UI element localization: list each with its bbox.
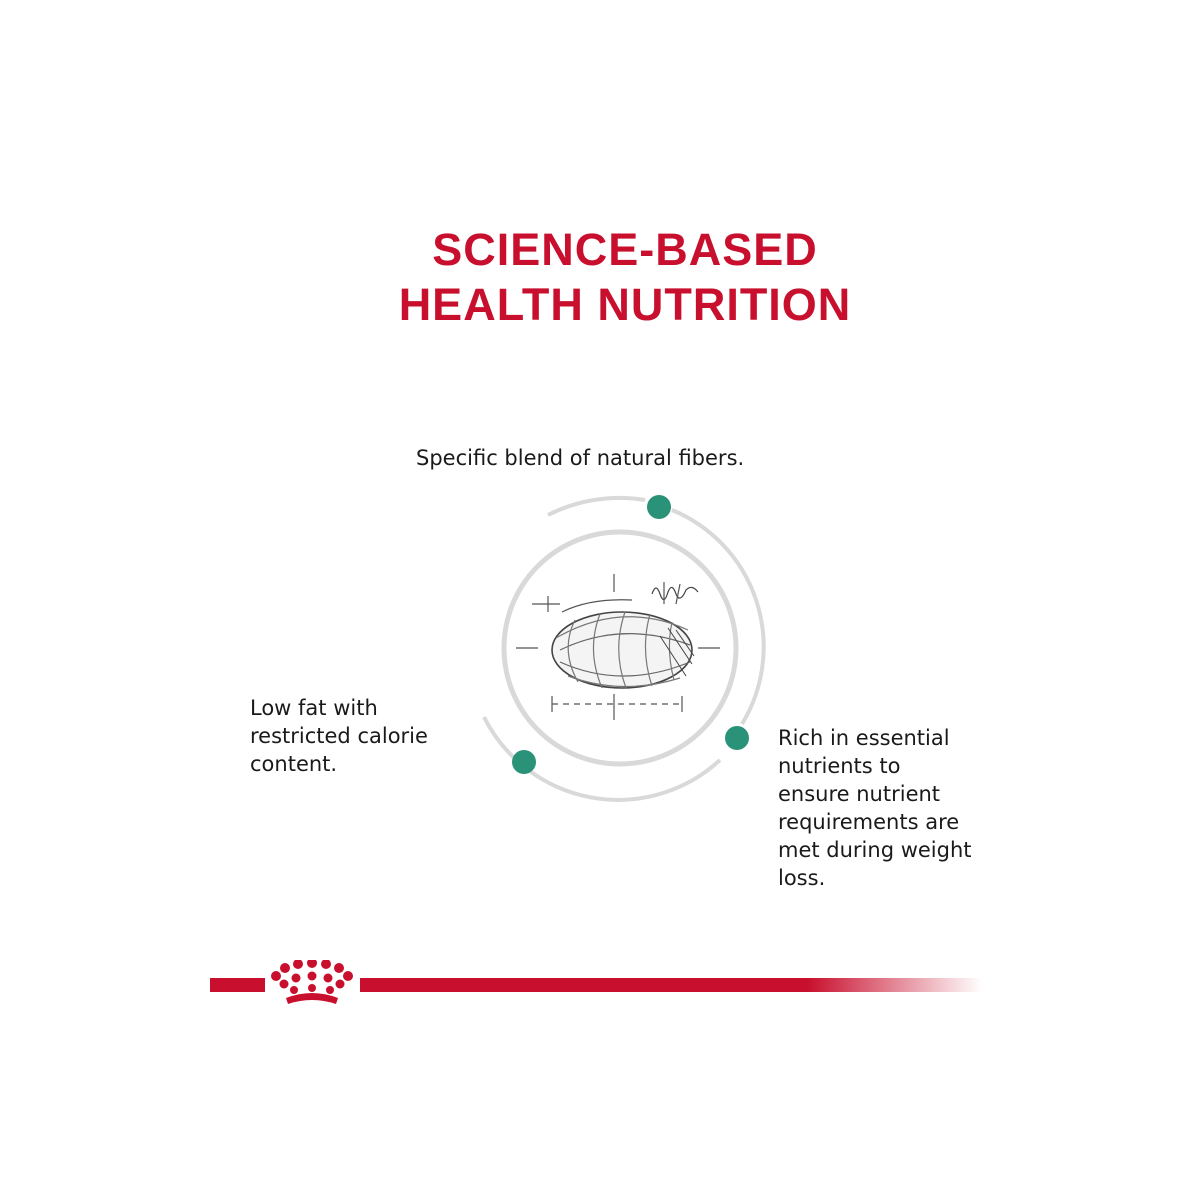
benefit-fibers: Specific blend of natural fibers. — [416, 446, 745, 470]
royal-canin-crown-icon — [268, 960, 356, 1006]
footer-bar-right — [360, 978, 982, 992]
node-top — [647, 495, 671, 519]
footer-bar-left — [210, 978, 265, 992]
outer-arc-right — [672, 510, 764, 724]
node-right — [725, 726, 749, 750]
node-left — [512, 750, 536, 774]
kibble-sketch-icon — [516, 574, 720, 720]
title-line-2: HEALTH NUTRITION — [398, 279, 852, 330]
outer-arc-top — [548, 498, 645, 515]
title-line-1: SCIENCE-BASED — [432, 224, 818, 275]
benefit-low-fat: Low fat with restricted calorie content. — [250, 696, 428, 776]
benefit-nutrients: Rich in essential nutrients to ensure nutrient requirements are met during weight loss. — [778, 726, 972, 890]
